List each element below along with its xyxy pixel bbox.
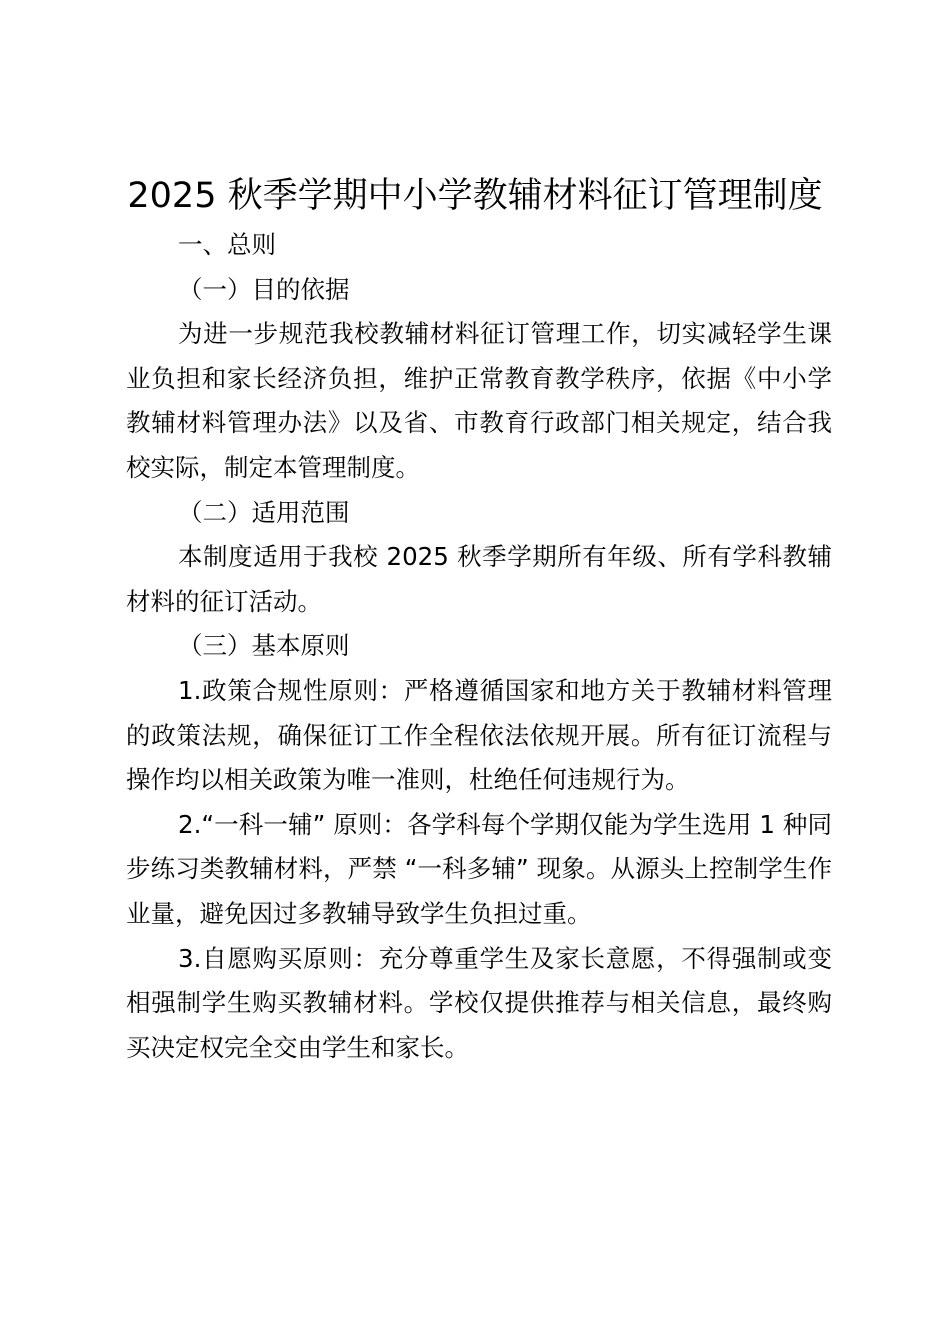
paragraph-principle-2: 2.“一科一辅” 原则：各学科每个学期仅能为学生选用 1 种同步练习类教辅材料，严禁 “一科多辅” 现象。从源头上控制学生作业量，避免因过多教辅导致学生负担过重。 <box>126 809 832 928</box>
paragraph-scope: 本制度适用于我校 2025 秋季学期所有年级、所有学科教辅材料的征订活动。 <box>126 542 832 616</box>
paragraph-principle-3: 3.自愿购买原则：充分尊重学生及家长意愿，不得强制或变相强制学生购买教辅材料。学校仅提供推荐与相关信息，最终购买决定权完全交由学生和家长。 <box>126 943 832 1062</box>
subsection-heading-scope: （二）适用范围 <box>178 497 350 527</box>
document-title: 2025 秋季学期中小学教辅材料征订管理制度 <box>127 176 823 216</box>
paragraph-principle-1: 1.政策合规性原则：严格遵循国家和地方关于教辅材料管理的政策法规，确保征订工作全程依法依规开展。所有征订流程与操作均以相关政策为唯一准则，杜绝任何违规行为。 <box>126 675 832 795</box>
paragraph-purpose: 为进一步规范我校教辅材料征订管理工作，切实减轻学生课业负担和家长经济负担，维护正常教育教学秩序，依据《中小学教辅材料管理办法》以及省、市教育行政部门相关规定，结合我校实际，制定本管理制度。 <box>126 319 832 482</box>
subsection-heading-purpose: （一）目的依据 <box>178 274 350 304</box>
subsection-heading-principles: （三）基本原则 <box>178 631 350 661</box>
document-body <box>126 223 832 1070</box>
section-heading-general: 一、总则 <box>178 230 276 259</box>
